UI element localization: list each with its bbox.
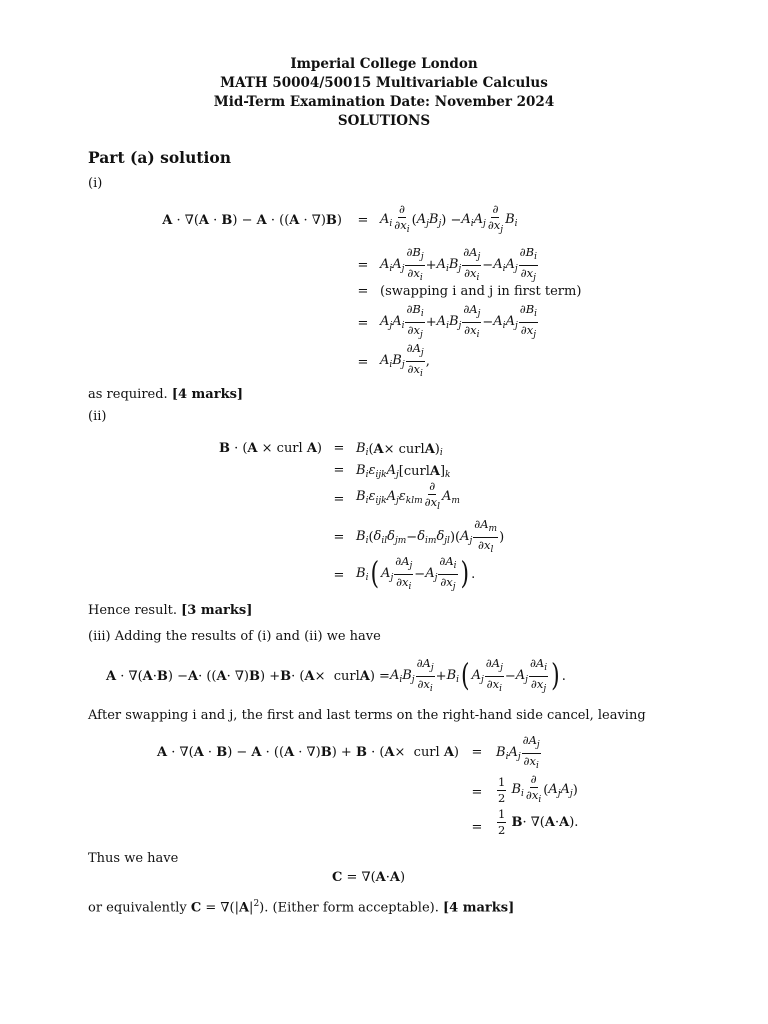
thus-line: Thus we have <box>88 851 179 866</box>
equation-lhs: A · ∇(A · B) − A · ((A · ∇)B) <box>162 213 342 228</box>
hence-line: Hence result. [3 marks] <box>88 603 253 618</box>
equation-rhs: $A_i$ $\frac{\partial}{\partial x_i}$ ( $A_jB_j$ ) − $A_iA_j$ $\frac{\partial}{\partial x_j}$ $B_i$ <box>380 202 518 235</box>
document-type: SOLUTIONS <box>337 113 431 129</box>
exam-date: Mid-Term Examination Date: November 2024 <box>213 94 555 110</box>
marks-ii: [3 marks] <box>181 603 253 618</box>
section-title: Part (a) solution <box>88 148 231 167</box>
marks-iii: [4 marks] <box>443 900 515 916</box>
part-i-label: (i) <box>88 176 103 191</box>
institution-name: Imperial College London <box>290 56 478 72</box>
or-equivalently-line: or equivalently $C = \nabla(|A|^2)$. (Either form acceptable). [4 marks] <box>88 899 515 916</box>
course-title: MATH 50004/50015 Multivariable Calculus <box>220 75 548 91</box>
after-swap-line: After swapping i and j, the first and last terms on the right-hand side cancel, leaving <box>88 708 646 723</box>
document-header <box>0 55 768 131</box>
result-equation: C = ∇( A · A ) <box>332 870 406 885</box>
part-iii-intro: (iii) Adding the results of (i) and (ii) we have <box>88 629 381 644</box>
as-required-line: as required. [4 marks] <box>88 387 244 402</box>
document-page: Imperial College London MATH 50004/50015 Multivariable Calculus Mid-Term Examination Date: November 2024 SOLUTIONS Part (a) solution (i) A · ∇(A · B) − A · ((A · ∇)B) = $A_i$ $\frac{\partial}{\partial x_i}$ ( $A_jB_j$ ) − $A_iA_j$ $\frac{\partial}{\partial x_j}$ $B_i$ = $A_iA_j$ $\frac{\partial B_j}{\partial x_i}$ + $A_iB_j$ $\frac{\partial A_j}{\partial x_i}$ − $A_iA_j$ $\frac{\partial B_i}{\partial x_j}$ = (swapping i and j in first term) = $A_jA_i$ $\frac{\partial B_i}{\partial x_j}$ + $A_iB_j$ $\frac{\partial A_j}{\partial x_i}$ − $A_iA_j$ $\frac{\partial B_i}{\partial x_j}$ = $A_iB_j$ $\frac{\partial A_j}{\partial x_i}$ , as required. [4 marks] (ii) B · (A × curl A) = $B_i$ ( A × curl A ) $_i$ = $B_i\varepsilon_{ijk}A_j$ [curl A ] $_k$ = $B_i\varepsilon_{ijk}A_j\varepsilon_{klm}$ $\frac{\partial}{\partial x_l}$ $A_m$ = $B_i$ ( $\delta_{il}\delta_{jm}$ − $\delta_{im}\delta_{jl}$ )( $A_j$ $\frac{\partial A_m}{\partial x_l}$ ) = $B_i$ ( $A_j$ $\frac{\partial A_j}{\partial x_i}$ − $A_j$ $\frac{\partial A_i}{\partial x_j}$ ) . Hence result. [3 marks] (iii) Adding the results of (i) and (ii) we have A · ∇( A · B ) − A · (( A · ∇) B ) + B · ( A × curl A ) = $A_iB_j$ $\frac{\partial A_j}{\partial x_i}$ + $B_i$ ( $A_j$ $\frac{\partial A_j}{\partial x_i}$ − $A_j$ $\frac{\partial A_i}{\partial x_j}$ ) . After swapping i and j, the first and last terms on the right-hand side cancel, leaving A · ∇(A · B) − A · ((A · ∇)B) + B · (A× curl A) = $B_iA_j$ $\frac{\partial A_j}{\partial x_i}$ = $\frac{1}{2}$ $B_i$ $\frac{\partial}{\partial x_i}$ ( $A_jA_j$ ) = $\frac{1}{2}$ B · ∇( A · A ). Thus we have C = ∇( A · A ) or equivalently $C = \nabla(|A|^2)$. (Either form acceptable). [4 marks] <box>0 0 768 1024</box>
part-ii-label: (ii) <box>88 409 107 424</box>
swap-note: (swapping i and j in first term) <box>380 284 582 299</box>
marks-i: [4 marks] <box>171 387 244 402</box>
combined-equation: A · ∇( A · B ) − A · (( A · ∇) B ) + B · ( A × curl A ) = $A_iB_j$ $\frac{\partial A_j}{\partial x_i}$ + $B_i$ ( $A_j$ $\frac{\partial A_j}{\partial x_i}$ − $A_j$ $\frac{\partial A_i}{\partial x_j}$ ) . <box>106 656 566 694</box>
